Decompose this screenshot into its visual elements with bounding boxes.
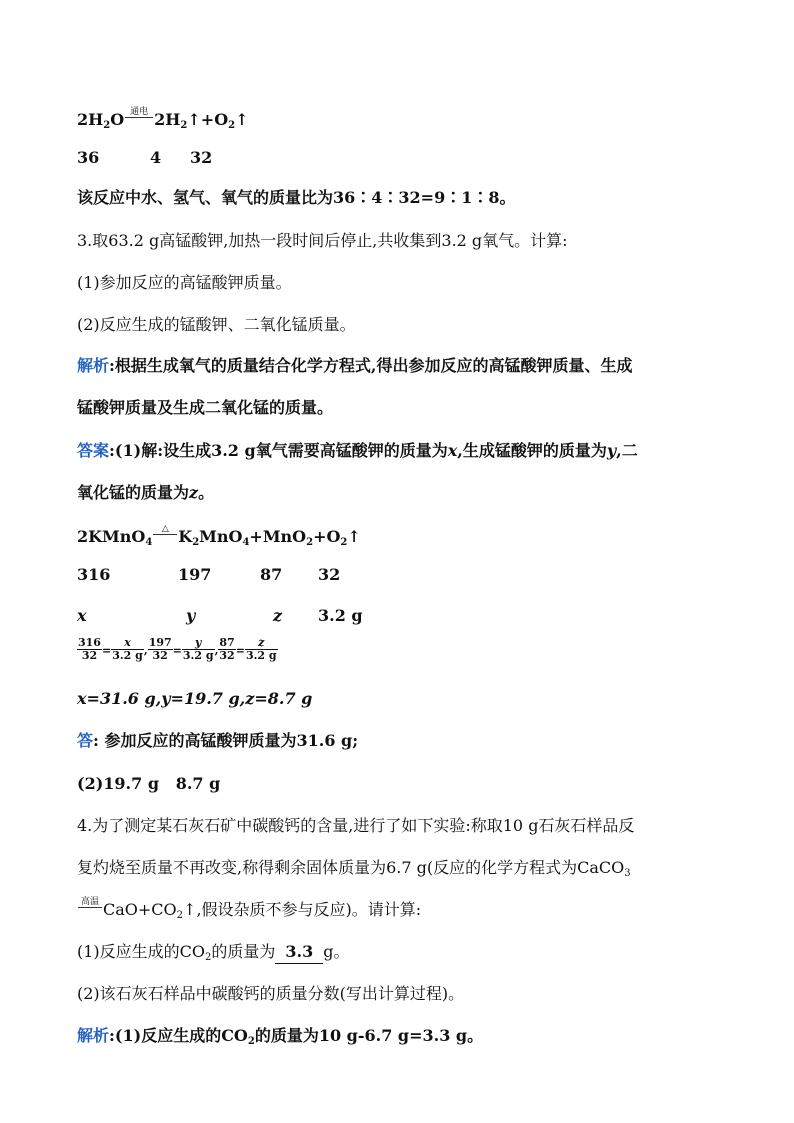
question-3-analysis-cont: 锰酸钾质量及生成二氧化锰的质量。 — [77, 398, 334, 417]
heat-condition: △ — [152, 527, 178, 545]
analysis-label: 解析 — [77, 356, 110, 375]
question-3-part-1: (1)参加反应的高锰酸钾质量。 — [77, 273, 292, 292]
fraction: $\frac{197}{32}$ — [148, 636, 172, 662]
question-3-part-2-answer: (2)19.7 g 8.7 g — [77, 774, 221, 793]
high-temperature-condition: 高温 — [77, 900, 103, 918]
permanganate-decomposition-equation: 2KMnO$_4$ △ $K_2MnO_4+MnO_2+O_2↑$ — [77, 524, 361, 548]
fraction: $\frac{x}{3.2 g}$ — [112, 636, 143, 662]
proportion-equations: $\frac{316}{32}$ = $\frac{x}{3.2 g}$ , $\frac{197}{32}$ = $\frac{y}{3.2 g}$ , $\frac{87}{32}$ = $\frac{z}{3.2 g}$ — [78, 636, 277, 662]
answer-blank: 3.3 — [275, 941, 323, 964]
question-3-answer-cont: 氧化锰的质量为z。 — [77, 483, 215, 502]
reaction-condition: 通电 — [124, 110, 154, 128]
analysis-label: 解析 — [77, 1026, 110, 1045]
fraction: $\frac{y}{3.2 g}$ — [182, 636, 214, 662]
fraction: $\frac{316}{32}$ — [78, 636, 101, 662]
page: $2H_2O$ 通电 $2H_2↑+O_2↑$ 36 4 32 该反应中水、氢气、氧气的质量比为36∶4∶32=9∶1∶8。 3.取63.2 g高锰酸钾,加热一段时间后停止,共收集到3.2 g氧气。计算: (1)参加反应的高锰酸钾质量。 (2)反应生成的锰酸钾、二氧化锰质量。 解析:根据生成氧气的质量结合化学方程式,得出参加反应的高锰酸钾质量、生成 锰酸钾质量及生成二氧化锰的质量。 答案:(1)解:设生成3.2 g氧气需要高锰酸钾的质量为x,生成锰酸钾的质量为y,二 氧化锰的质量为z。 2KMnO$_4$ △ $K_2MnO_4+MnO_2+O_2↑$ 316 197 87 32 x y z 3.2 g $\frac{316}{32}$ = $\frac{x}{3.2 g}$ , $\frac{197}{32}$ = $\frac{y}{3.2 g}$ , $\frac{87}{32}$ = $\frac{z}{3.2 g}$ x=31.6 g,y=19.7 g,z=8.7 g 答: 参加反应的高锰酸钾质量为31.6 g; (2)19.7 g 8.7 g 4.为了测定某石灰石矿中碳酸钙的含量,进行了如下实验:称取10 g石灰石样品反 复灼烧至质量不再改变,称得剩余固体质量为6.7 g(反应的化学方程式为CaCO$_3$ 高温 $CaO+CO_2↑$,假设杂质不参与反应)。请计算: (1)反应生成的$CO_2$的质量为 3.3 g。 (2)该石灰石样品中碳酸钙的质量分数(写出计算过程)。 解析:(1)反应生成的$CO_2$的质量为10 g-6.7 g=3.3 g。 — [77, 107, 638, 1047]
question-4-stem-equation: 高温 $CaO+CO_2↑$,假设杂质不参与反应)。请计算: — [77, 899, 421, 921]
question-3-stem: 3.取63.2 g高锰酸钾,加热一段时间后停止,共收集到3.2 g氧气。计算: — [77, 231, 568, 250]
question-3-conclusion: 答: 参加反应的高锰酸钾质量为31.6 g; — [77, 731, 359, 750]
result-line: x=31.6 g,y=19.7 g,z=8.7 g — [77, 689, 313, 708]
question-4-part-1: (1)反应生成的$CO_2$的质量为 3.3 g。 — [77, 942, 350, 963]
question-4-stem: 4.为了测定某石灰石矿中碳酸钙的含量,进行了如下实验:称取10 g石灰石样品反 — [77, 816, 635, 835]
question-3-analysis: 解析:根据生成氧气的质量结合化学方程式,得出参加反应的高锰酸钾质量、生成 — [77, 356, 633, 375]
question-4-analysis: 解析:(1)反应生成的$CO_2$的质量为10 g-6.7 g=3.3 g。 — [77, 1026, 484, 1047]
answer-label: 答案 — [77, 441, 110, 460]
question-4-stem-cont: 复灼烧至质量不再改变,称得剩余固体质量为6.7 g(反应的化学方程式为CaCO$_3$ — [77, 858, 631, 879]
conclusion-label: 答 — [77, 731, 94, 750]
fraction: $\frac{z}{3.2 g}$ — [245, 636, 277, 662]
water-electrolysis-equation: $2H_2O$ 通电 $2H_2↑+O_2↑$ — [77, 107, 249, 131]
question-3-answer: 答案:(1)解:设生成3.2 g氧气需要高锰酸钾的质量为x,生成锰酸钾的质量为y,二 — [77, 441, 638, 460]
fraction: $\frac{87}{32}$ — [219, 636, 235, 662]
question-4-part-2: (2)该石灰石样品中碳酸钙的质量分数(写出计算过程)。 — [77, 984, 465, 1003]
question-3-part-2: (2)反应生成的锰酸钾、二氧化锰质量。 — [77, 315, 356, 334]
mass-ratio-text: 该反应中水、氢气、氧气的质量比为36∶4∶32=9∶1∶8。 — [77, 188, 516, 207]
